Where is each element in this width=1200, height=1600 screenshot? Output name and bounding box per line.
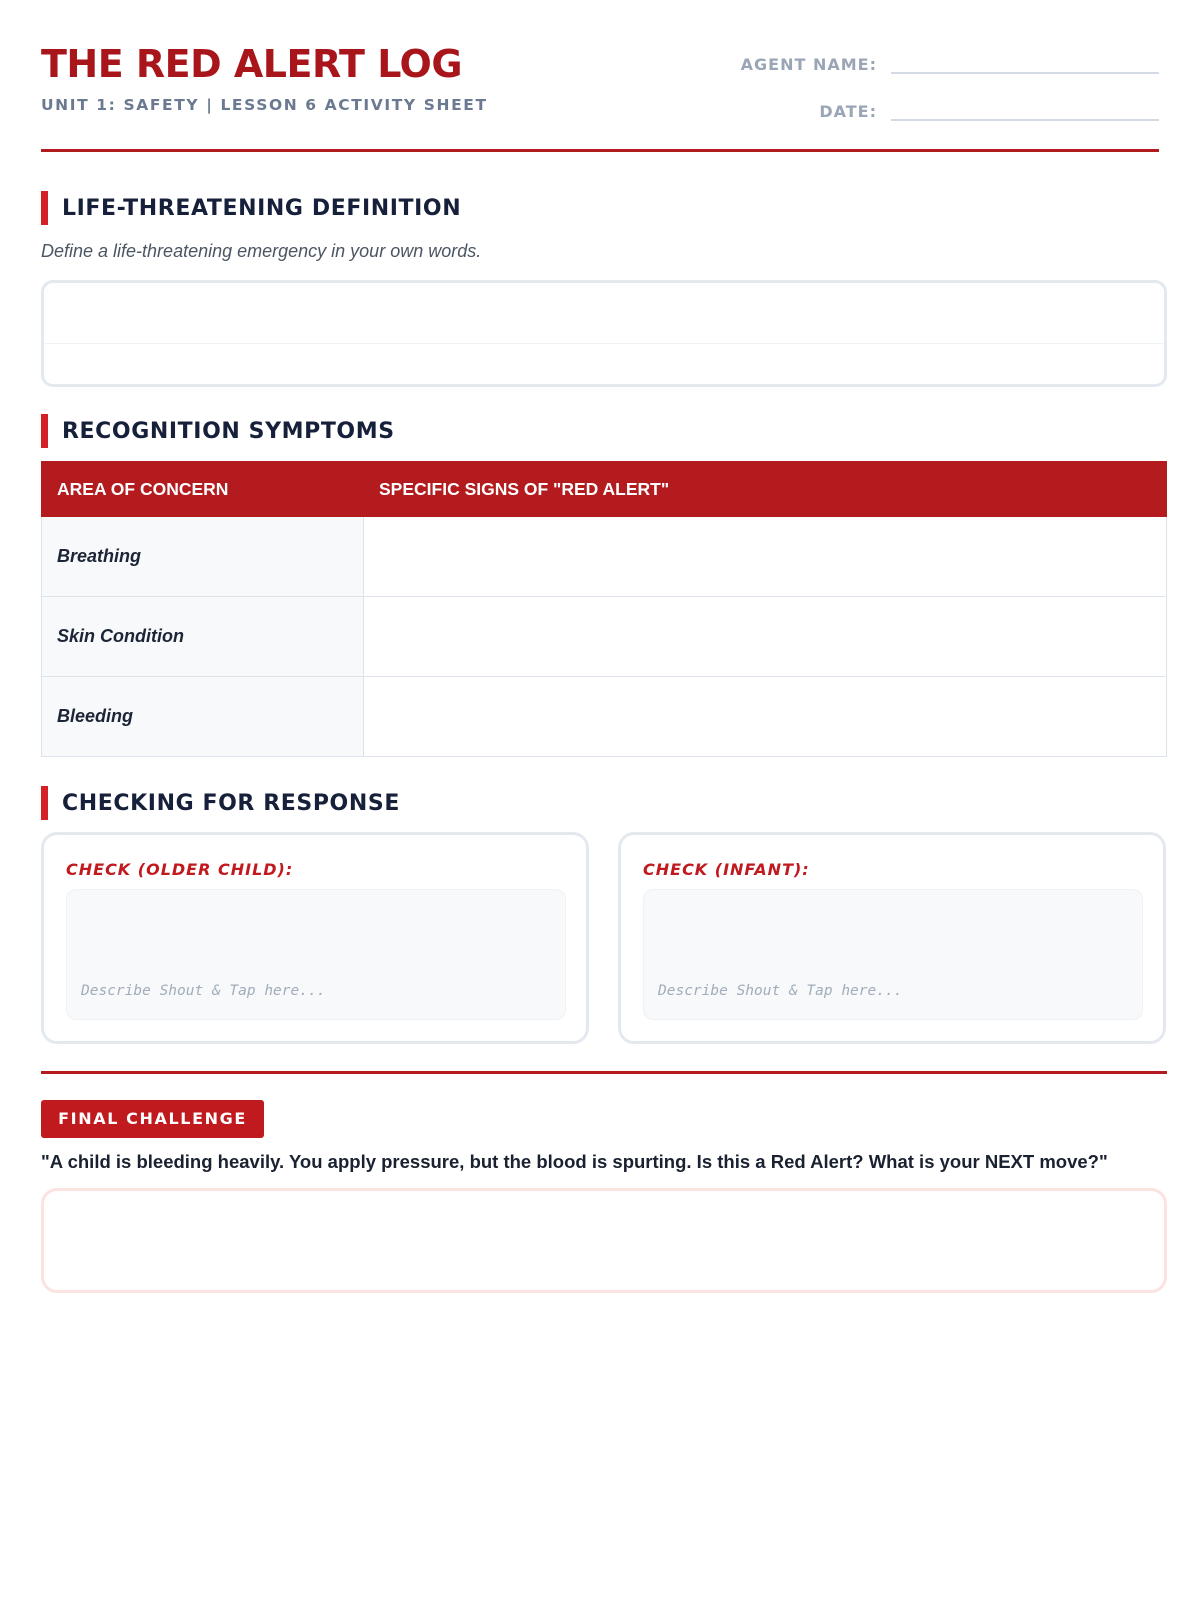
table-row	[42, 597, 1167, 677]
agent-name-row	[741, 46, 1159, 74]
column-header-signs: SPECIFIC SIGNS OF "RED ALERT"	[364, 462, 1167, 517]
response-heading: CHECKING FOR RESPONSE	[62, 790, 400, 816]
section-accent-bar	[41, 414, 48, 448]
area-cell: Breathing	[42, 517, 364, 597]
area-cell: Skin Condition	[42, 597, 364, 677]
final-challenge-badge: FINAL CHALLENGE	[41, 1100, 264, 1138]
page-header	[41, 0, 1159, 152]
area-cell: Bleeding	[42, 677, 364, 757]
infant-check-input[interactable]	[643, 889, 1143, 1020]
date-label: DATE:	[819, 102, 877, 121]
symptoms-table	[41, 461, 1167, 757]
page-title: THE RED ALERT LOG	[41, 42, 463, 86]
infant-check-card	[618, 832, 1166, 1044]
agent-name-field[interactable]	[891, 46, 1159, 74]
date-field[interactable]	[891, 93, 1159, 121]
definition-section-heading	[41, 191, 461, 225]
older-child-check-card	[41, 832, 589, 1044]
section-divider	[41, 1071, 1167, 1074]
older-child-check-label: CHECK (OLDER CHILD):	[66, 860, 294, 879]
response-section-heading	[41, 786, 400, 820]
section-accent-bar	[41, 786, 48, 820]
input-placeholder: Describe Shout & Tap here...	[81, 983, 326, 999]
date-row	[819, 93, 1159, 121]
symptoms-heading: RECOGNITION SYMPTOMS	[62, 418, 395, 444]
final-challenge-answer-box[interactable]	[41, 1188, 1167, 1293]
table-row	[42, 517, 1167, 597]
signs-answer-cell[interactable]	[364, 677, 1167, 757]
signs-answer-cell[interactable]	[364, 517, 1167, 597]
signs-answer-cell[interactable]	[364, 597, 1167, 677]
agent-name-label: AGENT NAME:	[740, 55, 877, 74]
section-accent-bar	[41, 191, 48, 225]
definition-heading: LIFE-THREATENING DEFINITION	[62, 195, 462, 221]
table-header-row	[42, 462, 1167, 517]
infant-check-label: CHECK (INFANT):	[643, 860, 810, 879]
column-header-area: AREA OF CONCERN	[42, 462, 364, 517]
input-placeholder: Describe Shout & Tap here...	[658, 983, 903, 999]
writing-line	[44, 343, 1164, 344]
symptoms-section-heading	[41, 414, 395, 448]
table-row	[42, 677, 1167, 757]
definition-answer-box[interactable]	[41, 280, 1167, 387]
page-subtitle: UNIT 1: SAFETY | LESSON 6 ACTIVITY SHEET	[41, 96, 488, 114]
older-child-check-input[interactable]	[66, 889, 566, 1020]
definition-instruction: Define a life-threatening emergency in your own words.	[41, 241, 482, 261]
final-challenge-scenario: "A child is bleeding heavily. You apply pressure, but the blood is spurting. Is this a Red Alert? What is your NEXT move?"	[41, 1151, 1108, 1172]
